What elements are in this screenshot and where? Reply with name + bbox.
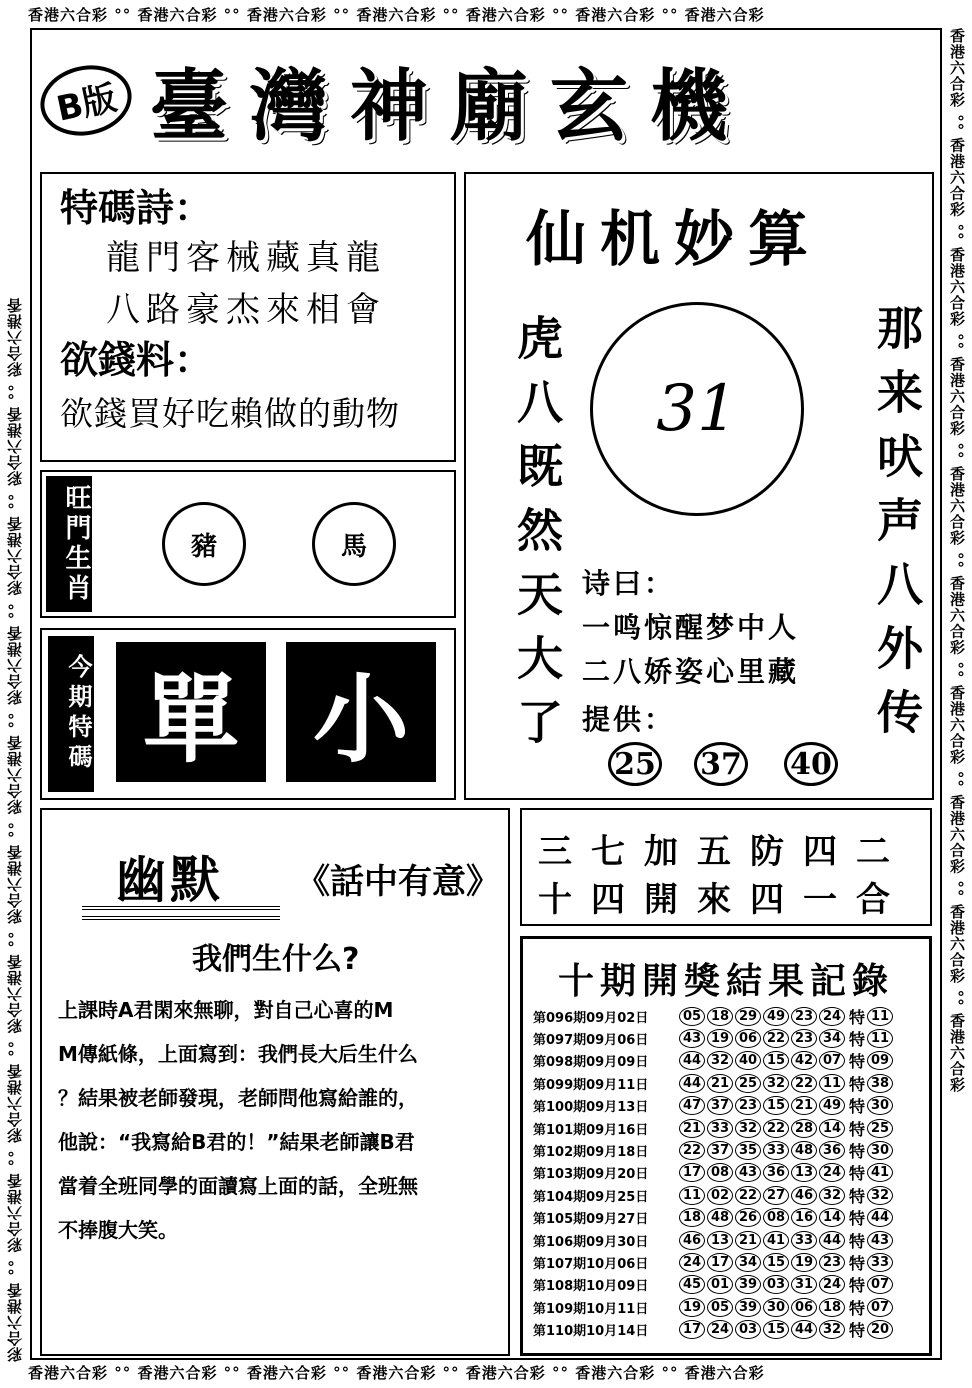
special-label: 特 xyxy=(849,1164,866,1184)
special-label: 特 xyxy=(849,1254,866,1273)
number-ball: 15 xyxy=(763,1051,789,1070)
number-ball: 46 xyxy=(679,1231,705,1250)
rhyme-line-1: 三七加五防四二 xyxy=(538,832,909,872)
number-ball: 23 xyxy=(791,1029,817,1048)
rhyme-panel xyxy=(520,808,932,926)
special-label: 特 xyxy=(849,1321,866,1341)
poem-title: 诗曰： xyxy=(582,567,676,600)
table-row xyxy=(533,1027,925,1049)
number-ball: 11 xyxy=(819,1074,845,1093)
provide-label: 提供： xyxy=(582,703,676,736)
number-ball: 34 xyxy=(735,1253,761,1272)
period-label: 第097期09月06日 xyxy=(533,1033,649,1049)
period-label: 第099期09月11日 xyxy=(533,1077,649,1093)
number-ball: 47 xyxy=(679,1096,705,1115)
joke-line: M傳紙條，上面寫到：我們長大后生什么 xyxy=(58,1042,418,1066)
money-heading: 欲錢料： xyxy=(60,337,213,382)
number-ball: 17 xyxy=(679,1163,705,1182)
special-label: 特 xyxy=(849,1052,866,1072)
joke-body xyxy=(58,988,498,1252)
number-ball: 32 xyxy=(707,1051,733,1070)
table-row xyxy=(533,1207,925,1229)
joke-line: 他說：“我寫給B君的！”結果老師讓B君 xyxy=(58,1130,415,1154)
special-label: 特 xyxy=(849,1142,866,1162)
number-ball: 21 xyxy=(707,1074,733,1093)
period-label: 第103期09月20日 xyxy=(533,1167,649,1183)
table-row xyxy=(533,1139,925,1161)
number-ball: 44 xyxy=(791,1320,817,1339)
special-label: 特 xyxy=(849,1231,866,1251)
wave-divider xyxy=(82,906,280,920)
special-label: 今期特碼 xyxy=(48,636,94,792)
number-ball: 23 xyxy=(791,1007,817,1026)
number-ball: 03 xyxy=(763,1275,789,1294)
ball-2: 37 xyxy=(694,742,748,786)
number-ball: 05 xyxy=(679,1007,705,1026)
number-ball: 13 xyxy=(791,1163,817,1182)
number-ball: 24 xyxy=(819,1275,845,1294)
period-label: 第109期10月11日 xyxy=(533,1301,649,1317)
special-ball: 41 xyxy=(867,1163,893,1182)
number-ball: 39 xyxy=(735,1298,761,1317)
number-ball: 15 xyxy=(763,1320,789,1339)
table-row xyxy=(533,1251,925,1273)
number-ball: 33 xyxy=(791,1231,817,1250)
number-ball: 25 xyxy=(735,1074,761,1093)
special-ball: 25 xyxy=(867,1119,893,1138)
number-ball: 32 xyxy=(735,1119,761,1138)
number-ball: 24 xyxy=(679,1253,705,1272)
special-label: 特 xyxy=(849,1298,866,1318)
poem-line-1: 龍門客械藏真龍 xyxy=(106,238,386,278)
number-ball: 19 xyxy=(679,1298,705,1317)
number-ball: 05 xyxy=(707,1298,733,1317)
number-ball: 37 xyxy=(707,1141,733,1160)
table-row xyxy=(533,1296,925,1318)
special-label: 特 xyxy=(849,1074,866,1094)
number-ball: 28 xyxy=(791,1119,817,1138)
number-ball: 22 xyxy=(791,1074,817,1093)
money-line: 欲錢買好吃賴做的動物 xyxy=(60,394,400,433)
number-ball: 19 xyxy=(707,1029,733,1048)
number-ball: 17 xyxy=(679,1320,705,1339)
left-column-text: 虎八既然天大了 xyxy=(510,314,564,762)
table-row xyxy=(533,1229,925,1251)
number-ball: 32 xyxy=(819,1320,845,1339)
number-ball: 22 xyxy=(679,1141,705,1160)
number-ball: 23 xyxy=(735,1096,761,1115)
number-ball: 13 xyxy=(707,1231,733,1250)
joke-subtitle: 《話中有意》 xyxy=(296,862,500,902)
special-ball: 33 xyxy=(867,1253,893,1272)
number-ball: 43 xyxy=(735,1163,761,1182)
number-ball: 31 xyxy=(791,1275,817,1294)
number-ball: 01 xyxy=(707,1275,733,1294)
table-row xyxy=(533,1050,925,1072)
zodiac-panel xyxy=(40,470,456,618)
number-ball: 41 xyxy=(763,1231,789,1250)
poem-panel xyxy=(40,172,456,462)
number-ball: 33 xyxy=(707,1119,733,1138)
special-label: 特 xyxy=(849,1030,866,1050)
number-ball: 21 xyxy=(735,1231,761,1250)
number-ball: 22 xyxy=(763,1029,789,1048)
number-ball: 32 xyxy=(819,1186,845,1205)
special-ball: 38 xyxy=(867,1074,893,1093)
number-ball: 18 xyxy=(819,1298,845,1317)
period-label: 第105期09月27日 xyxy=(533,1212,649,1228)
special-ball: 09 xyxy=(867,1051,893,1070)
number-ball: 27 xyxy=(763,1186,789,1205)
joke-line: 上課時A君閑來無聊，對自己心喜的M xyxy=(58,998,394,1022)
header xyxy=(40,40,930,160)
number-ball: 22 xyxy=(763,1119,789,1138)
number-ball: 08 xyxy=(763,1208,789,1227)
number-ball: 44 xyxy=(679,1051,705,1070)
number-ball: 39 xyxy=(735,1275,761,1294)
number-ball: 19 xyxy=(791,1253,817,1272)
special-label: 特 xyxy=(849,1209,866,1229)
special-ball: 30 xyxy=(867,1141,893,1160)
period-label: 第098期09月09日 xyxy=(533,1055,649,1071)
special-ball: 44 xyxy=(867,1208,893,1227)
number-ball: 44 xyxy=(679,1074,705,1093)
number-ball: 36 xyxy=(819,1141,845,1160)
special-ball: 07 xyxy=(867,1275,893,1294)
border-left: 彩合六港香 °° 彩合六港香 °° 彩合六港香 °° 彩合六港香 °° 彩合六港香 °° 彩合六港香 °° 彩合六港香 °° 彩合六港香 °° 彩合六港香 °° 彩合六港香 xyxy=(6,297,24,1362)
number-ball: 43 xyxy=(679,1029,705,1048)
poem-line-a: 一鸣惊醒梦中人 xyxy=(582,611,800,644)
table-row xyxy=(533,1162,925,1184)
number-ball: 48 xyxy=(707,1208,733,1227)
number-ball: 08 xyxy=(707,1163,733,1182)
special-label: 特 xyxy=(849,1007,866,1027)
table-row xyxy=(533,1095,925,1117)
xianji-title: 仙机妙算 xyxy=(526,205,822,275)
edition-badge: B版 xyxy=(34,57,138,144)
number-ball: 32 xyxy=(763,1074,789,1093)
special-label: 特 xyxy=(849,1276,866,1296)
table-row xyxy=(533,1117,925,1139)
special-ball: 11 xyxy=(867,1007,893,1026)
number-ball: 15 xyxy=(763,1253,789,1272)
number-ball: 21 xyxy=(791,1096,817,1115)
number-ball: 11 xyxy=(679,1186,705,1205)
number-ball: 23 xyxy=(819,1253,845,1272)
results-table xyxy=(533,1005,925,1341)
joke-line: ？結果被老師發現，老師問他寫給誰的， xyxy=(58,1086,418,1110)
number-ball: 46 xyxy=(791,1186,817,1205)
number-ball: 29 xyxy=(735,1007,761,1026)
poem-heading: 特碼詩： xyxy=(60,185,213,230)
results-panel xyxy=(520,936,932,1356)
horse-icon: 馬 xyxy=(312,502,396,586)
odd-tag: 單 xyxy=(116,642,266,782)
number-ball: 30 xyxy=(763,1298,789,1317)
period-label: 第108期10月09日 xyxy=(533,1279,649,1295)
number-ball: 48 xyxy=(791,1141,817,1160)
special-panel xyxy=(40,628,456,800)
number-ball: 44 xyxy=(819,1231,845,1250)
special-label: 特 xyxy=(849,1097,866,1117)
joke-line: 不捧腹大笑。 xyxy=(58,1218,178,1242)
pig-icon: 豬 xyxy=(162,502,246,586)
number-ball: 14 xyxy=(819,1119,845,1138)
circle-number: 31 xyxy=(590,302,804,516)
number-ball: 42 xyxy=(791,1051,817,1070)
ball-1: 25 xyxy=(608,742,662,786)
special-ball: 43 xyxy=(867,1231,893,1250)
special-ball: 30 xyxy=(867,1096,893,1115)
small-tag: 小 xyxy=(286,642,436,782)
xianji-panel xyxy=(464,172,934,800)
page-title: 臺灣神廟玄機 xyxy=(149,61,750,152)
joke-question: 我們生什么? xyxy=(192,942,360,977)
ball-3: 40 xyxy=(784,742,838,786)
border-top: 香港六合彩 °° 香港六合彩 °° 香港六合彩 °° 香港六合彩 °° 香港六合彩 °° 香港六合彩 °° 香港六合彩 xyxy=(28,6,765,24)
number-ball: 07 xyxy=(819,1051,845,1070)
number-ball: 37 xyxy=(707,1096,733,1115)
number-ball: 15 xyxy=(763,1096,789,1115)
poem-line-2: 八路豪杰來相會 xyxy=(106,290,386,330)
zodiac-label: 旺門生肖 xyxy=(46,476,92,612)
special-ball: 07 xyxy=(867,1298,893,1317)
number-ball: 21 xyxy=(679,1119,705,1138)
special-ball: 11 xyxy=(867,1029,893,1048)
table-row xyxy=(533,1072,925,1094)
special-label: 特 xyxy=(849,1186,866,1206)
number-ball: 16 xyxy=(791,1208,817,1227)
number-ball: 18 xyxy=(679,1208,705,1227)
special-ball: 20 xyxy=(867,1320,893,1339)
number-ball: 24 xyxy=(819,1163,845,1182)
number-ball: 33 xyxy=(763,1141,789,1160)
border-bottom: 香港六合彩 °° 香港六合彩 °° 香港六合彩 °° 香港六合彩 °° 香港六合彩 °° 香港六合彩 °° 香港六合彩 xyxy=(28,1364,765,1382)
period-label: 第100期09月13日 xyxy=(533,1100,649,1116)
number-ball: 24 xyxy=(707,1320,733,1339)
number-ball: 02 xyxy=(707,1186,733,1205)
number-ball: 34 xyxy=(819,1029,845,1048)
joke-panel xyxy=(40,808,510,1356)
special-ball: 32 xyxy=(867,1186,893,1205)
period-label: 第104期09月25日 xyxy=(533,1189,649,1205)
number-ball: 06 xyxy=(791,1298,817,1317)
period-label: 第102期09月18日 xyxy=(533,1145,649,1161)
period-label: 第110期10月14日 xyxy=(533,1324,649,1340)
table-row xyxy=(533,1274,925,1296)
table-row xyxy=(533,1005,925,1027)
rhyme-line-2: 十四開來四一合 xyxy=(538,880,909,920)
number-ball: 22 xyxy=(735,1186,761,1205)
period-label: 第101期09月16日 xyxy=(533,1122,649,1138)
table-row xyxy=(533,1318,925,1340)
number-ball: 26 xyxy=(735,1208,761,1227)
period-label: 第107期10月06日 xyxy=(533,1256,649,1272)
number-ball: 35 xyxy=(735,1141,761,1160)
poem-line-b: 二八娇姿心里藏 xyxy=(582,655,800,688)
results-title: 十期開獎結果記錄 xyxy=(557,961,894,1002)
number-ball: 40 xyxy=(735,1051,761,1070)
number-ball: 03 xyxy=(735,1320,761,1339)
number-ball: 45 xyxy=(679,1275,705,1294)
period-label: 第106期09月30日 xyxy=(533,1234,649,1250)
number-ball: 06 xyxy=(735,1029,761,1048)
border-right: 香港六合彩 °° 香港六合彩 °° 香港六合彩 °° 香港六合彩 °° 香港六合彩 °° 香港六合彩 °° 香港六合彩 °° 香港六合彩 °° 香港六合彩 °° 香港六合彩 xyxy=(948,28,966,1093)
number-ball: 17 xyxy=(707,1253,733,1272)
joke-title: 幽默 xyxy=(116,850,224,909)
number-ball: 49 xyxy=(763,1007,789,1026)
table-row xyxy=(533,1184,925,1206)
number-ball: 49 xyxy=(819,1096,845,1115)
right-column-text: 那来吠声八外传 xyxy=(870,304,924,752)
number-ball: 24 xyxy=(819,1007,845,1026)
number-ball: 36 xyxy=(763,1163,789,1182)
special-label: 特 xyxy=(849,1119,866,1139)
number-ball: 18 xyxy=(707,1007,733,1026)
period-label: 第096期09月02日 xyxy=(533,1010,649,1026)
number-ball: 14 xyxy=(819,1208,845,1227)
joke-line: 當着全班同學的面讀寫上面的話，全班無 xyxy=(58,1174,418,1198)
